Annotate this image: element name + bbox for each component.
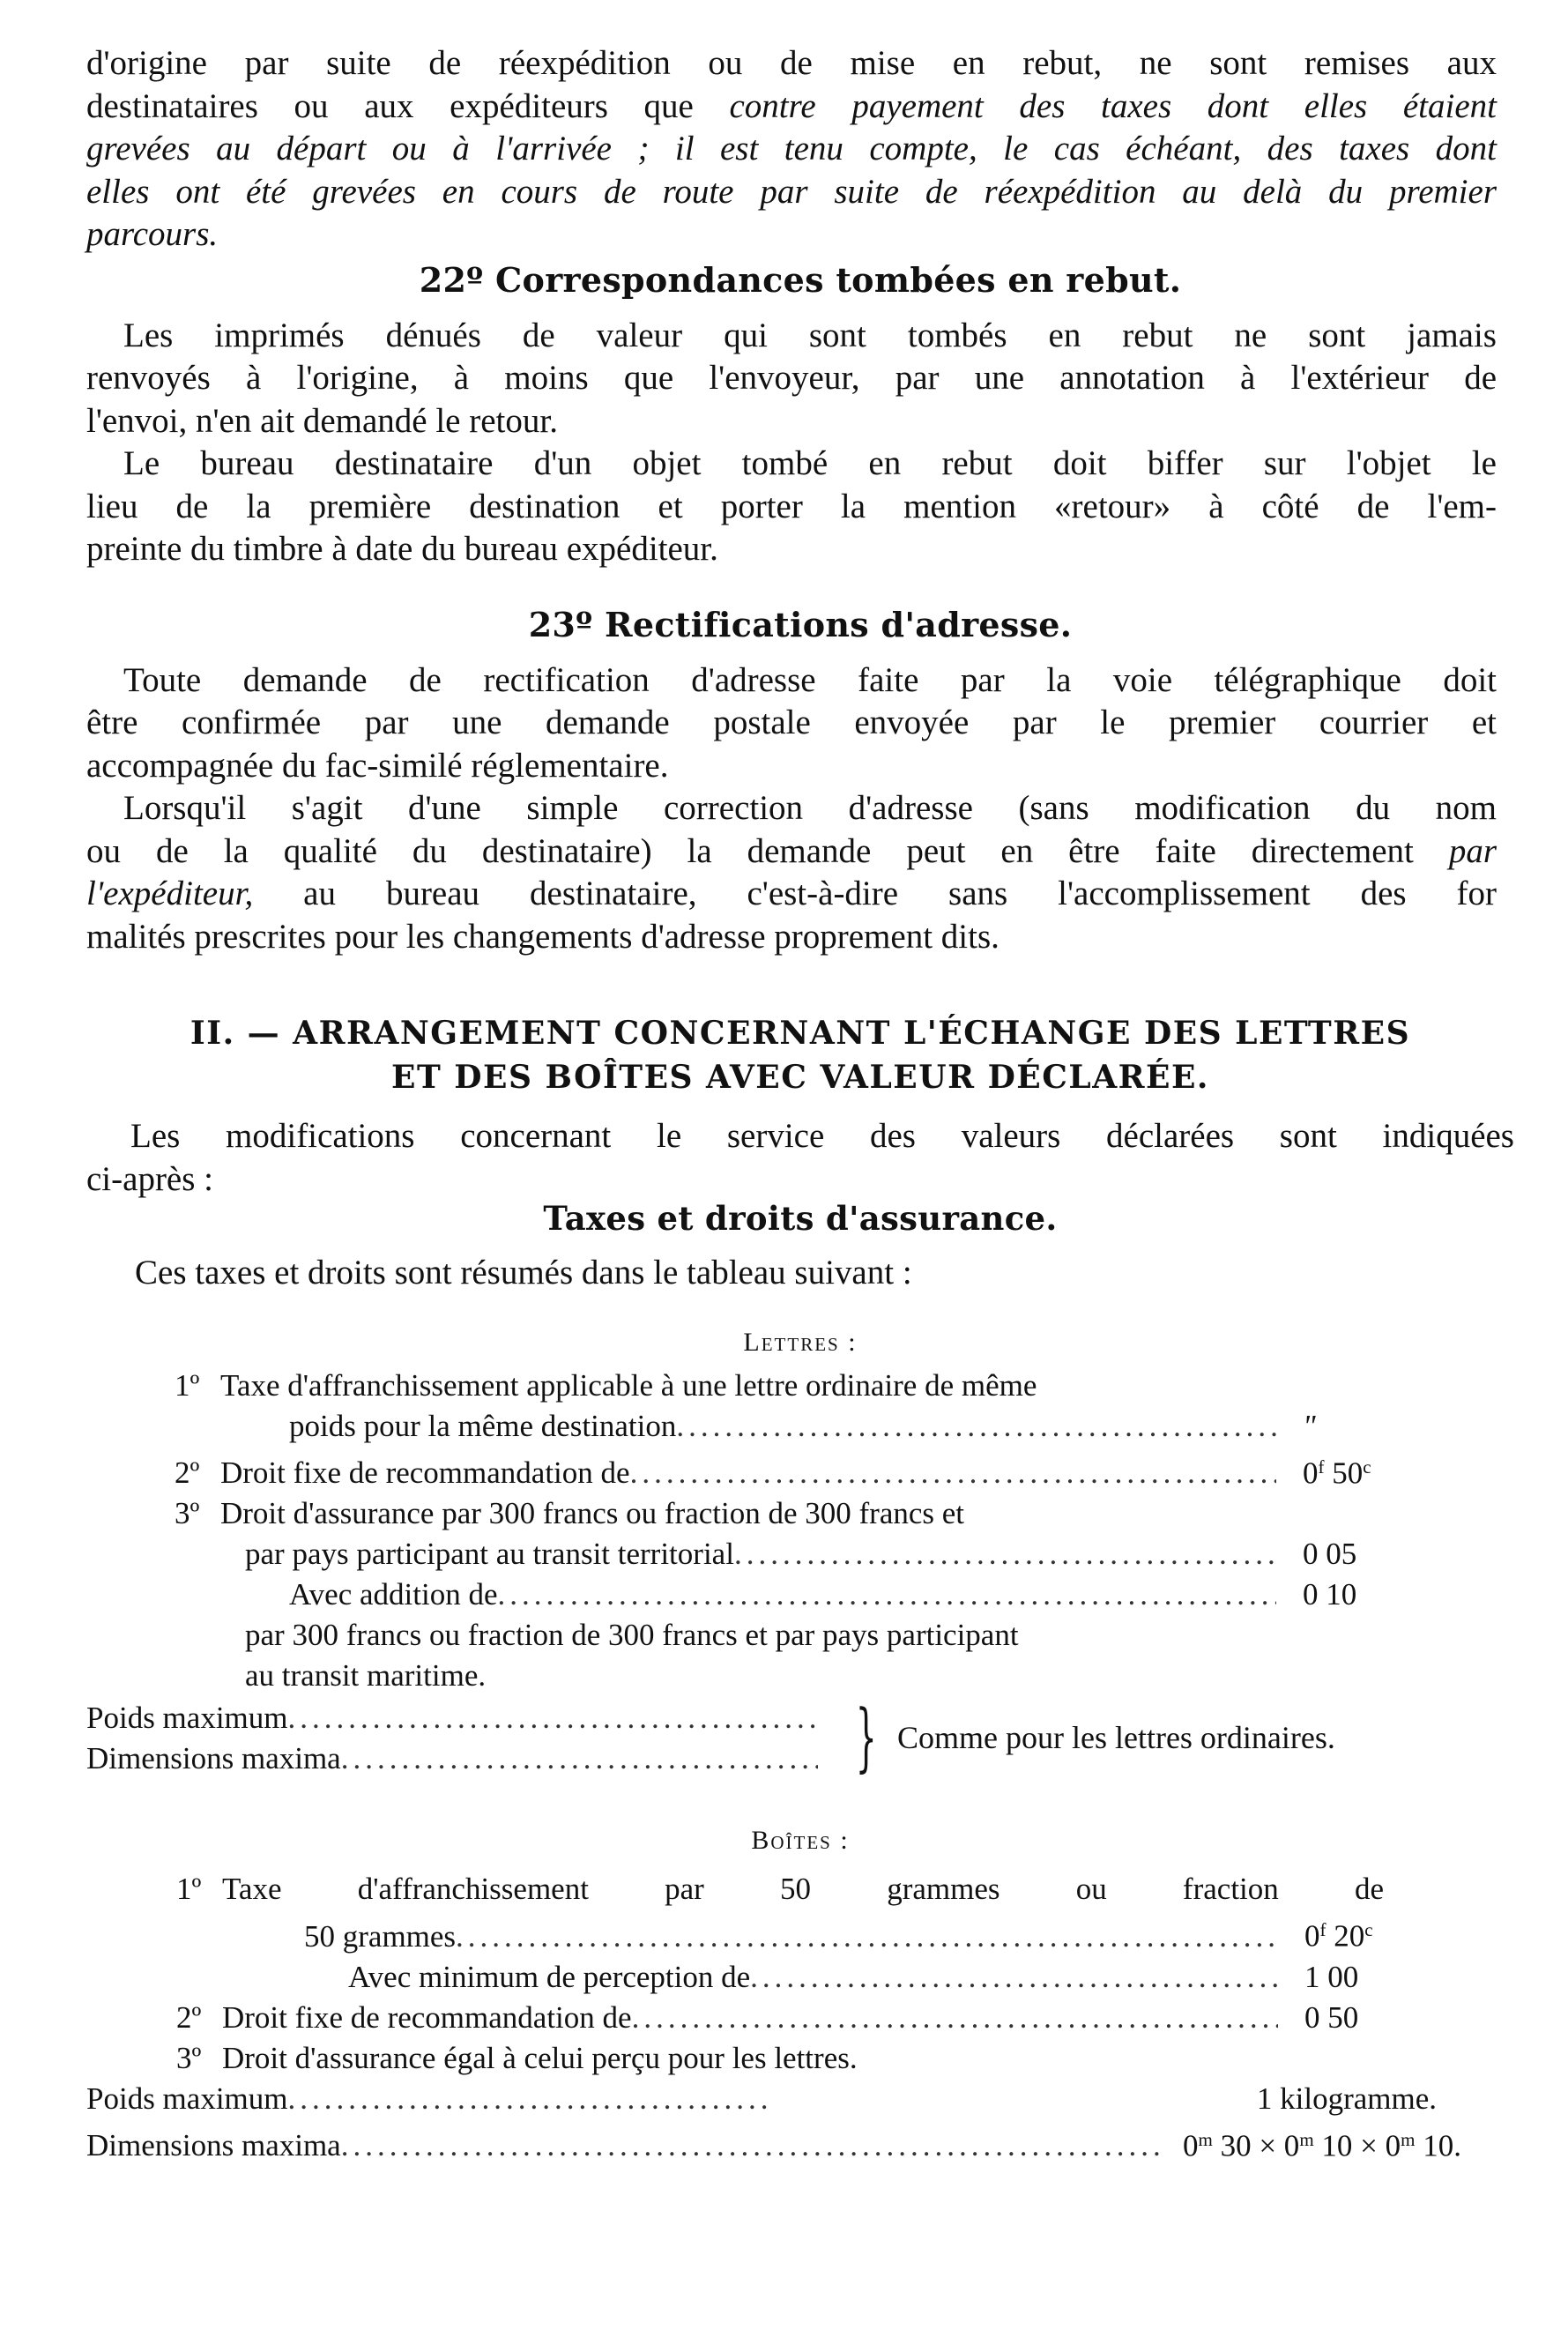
text-line [86, 830, 1497, 874]
leader-dots [630, 1453, 1276, 1493]
section-23-title: 23º Rectifications d'adresse. [528, 604, 1073, 644]
boites-poids-row [86, 2079, 1461, 2119]
row-label: au transit maritime. [245, 1658, 487, 1694]
row-label: Taxe d'affranchissement par 50 grammes ou fraction de [222, 1872, 1384, 1907]
text-line: Toute demande de rectification d'adresse faite par la voie télégraphique doit [123, 660, 1497, 699]
row-label: par 300 francs ou fraction de 300 francs et par pays participant [245, 1618, 1019, 1653]
row-label: Avec addition de [289, 1577, 498, 1612]
text-span: destinataires ou aux expéditeurs que [86, 86, 730, 125]
section-II-paragraph-2: Ces taxes et droits sont résumés dans le tableau suivant : [135, 1254, 912, 1292]
leader-dots [288, 1698, 819, 1738]
text-line: preinte du timbre à date du bureau expéditeur. [86, 530, 718, 568]
lettres-row-3-cont [175, 1615, 1417, 1656]
lettres-row-1 [175, 1366, 1417, 1406]
unit-metre: m [1401, 2128, 1416, 2150]
leader-dots [676, 1406, 1276, 1447]
text-span: ou de la qualité du destinataire) la demande peut en être faite directement [86, 831, 1449, 870]
boites-row-1-minimum [176, 1957, 1428, 1998]
section-22-paragraph-1 [86, 315, 1497, 443]
row-label: Avec minimum de perception de [348, 1959, 751, 1994]
boites-row-1 [176, 1869, 1428, 1909]
row-value: 0 10 [1303, 1577, 1357, 1612]
leader-dots [632, 1998, 1278, 2038]
text-line: parcours. [86, 215, 219, 253]
unit-metre: m [1299, 2128, 1314, 2150]
row-number: 3º [176, 2040, 202, 2075]
row-label: Taxe d'affranchissement applicable à une lettre ordinaire de même [220, 1367, 1037, 1403]
text-line: malités prescrites pour les changements d'adresse proprement dits. [86, 917, 1000, 956]
text-line: Les imprimés dénués de valeur qui sont tombés en rebut ne sont jamais [123, 316, 1497, 354]
row-value: " [1303, 1408, 1316, 1443]
boites-row-2 [176, 1998, 1428, 2038]
text-line: Les modifications concernant le service des valeurs déclarées sont indiquées [130, 1117, 1514, 1155]
section-22-paragraph-2 [86, 443, 1497, 571]
row-label: poids pour la même destination [289, 1408, 677, 1443]
row-number: 1º [176, 1872, 202, 1907]
lettres-row-2 [175, 1447, 1417, 1494]
row-label: 50 grammes [304, 1918, 457, 1954]
value-part: 30 × 0 [1212, 2128, 1300, 2163]
lettres-dims-row [86, 1738, 818, 1779]
boites-row-3 [176, 2038, 1428, 2079]
section-23-paragraph-1 [86, 659, 1497, 788]
leader-dots [456, 1917, 1278, 1957]
text-line: d'origine par suite de réexpédition ou de mise en rebut, ne sont remises aux [86, 44, 1497, 82]
text-line: elles ont été grevées en cours de route par suite de réexpédition au delà du premier [86, 172, 1497, 211]
row-number: 2º [176, 1999, 202, 2035]
boites-row-1-cont [176, 1909, 1428, 1957]
row-label: Droit d'assurance par 300 francs ou fraction de 300 francs et [220, 1496, 965, 1531]
row-value: 1 kilogramme. [1256, 2081, 1437, 2116]
lettres-row-3-cont [175, 1534, 1417, 1574]
leader-dots [341, 2125, 1165, 2166]
leader-dots [734, 1534, 1276, 1574]
unit-centime: c [1364, 1919, 1373, 1941]
value-part: 50 [1324, 1455, 1364, 1491]
row-label: Dimensions maxima [86, 2128, 341, 2163]
lettres-heading: Lettres : [743, 1327, 858, 1357]
row-value: 0 50 [1304, 1999, 1359, 2035]
boites-table [176, 1869, 1428, 2079]
value-part: 10. [1415, 2128, 1461, 2163]
row-value: 1 00 [1304, 1959, 1359, 1994]
section-II-title-line-2: ET DES BOÎTES AVEC VALEUR DÉCLARÉE. [391, 1059, 1209, 1096]
italic-text: contre payement des taxes dont elles étaient [729, 86, 1497, 125]
row-label: Dimensions maxima [86, 1741, 341, 1776]
leader-dots [498, 1574, 1277, 1615]
unit-franc: f [1318, 1455, 1325, 1478]
row-number: 2º [175, 1455, 200, 1491]
lettres-row-3-addition [175, 1574, 1417, 1615]
row-value [1165, 2119, 1461, 2167]
row-number: 3º [175, 1496, 200, 1531]
lettres-row-3 [175, 1493, 1417, 1534]
text-line [86, 873, 1497, 916]
lettres-poids-row [86, 1698, 818, 1738]
section-22-title: 22º Correspondances tombées en rebut. [419, 259, 1182, 300]
row-value [1276, 1447, 1417, 1494]
lettres-row-1-cont [175, 1406, 1417, 1447]
row-label: par pays participant au transit territorial [245, 1537, 734, 1572]
section-II-title-line-1: II. — ARRANGEMENT CONCERNANT L'ÉCHANGE DES LETTRES [189, 1015, 1411, 1052]
section-23-paragraph-2 [86, 787, 1497, 958]
text-line: grevées au départ ou à l'arrivée ; il est tenu compte, le cas échéant, des taxes dont [86, 130, 1497, 167]
value-part: 0 [1303, 1455, 1319, 1491]
lettres-limits [86, 1694, 1514, 1783]
row-value: 0 05 [1303, 1537, 1357, 1572]
lettres-row-3-cont [175, 1656, 1417, 1696]
section-II-paragraph-1 [86, 1115, 1514, 1201]
italic-text: l'expéditeur, [86, 875, 254, 912]
row-value [1278, 1909, 1428, 1957]
document-page [86, 42, 1514, 2166]
unit-franc: f [1319, 1919, 1326, 1941]
leader-dots [750, 1957, 1278, 1998]
italic-text: par [1448, 831, 1497, 870]
text-line: lieu de la première destination et porter la mention «retour» à côté de l'em- [86, 487, 1497, 525]
intro-paragraph [86, 42, 1497, 257]
boites-dims-row [86, 2119, 1461, 2167]
value-part: 20 [1326, 1918, 1365, 1954]
row-label: Droit fixe de recommandation de [222, 1999, 632, 2035]
text-line: Le bureau destinataire d'un objet tombé en rebut doit biffer sur l'objet le [123, 444, 1497, 482]
text-line: accompagnée du fac-similé réglementaire. [86, 746, 669, 785]
text-span: au bureau destinataire, c'est-à-dire sans l'accomplissement des for [253, 875, 1497, 912]
value-part: 0 [1304, 1918, 1320, 1954]
row-label: Poids maximum [86, 2081, 288, 2116]
row-label: Poids maximum [86, 1701, 288, 1736]
row-number: 1º [175, 1367, 200, 1403]
leader-dots [288, 2079, 773, 2119]
text-line: être confirmée par une demande postale envoyée par le premier courrier et [86, 703, 1497, 741]
text-line: ci-après : [86, 1159, 214, 1198]
value-part: 10 × 0 [1313, 2128, 1401, 2163]
text-line: renvoyés à l'origine, à moins que l'envoyeur, par une annotation à l'extérieur de [86, 359, 1497, 397]
text-line: l'envoi, n'en ait demandé le retour. [86, 401, 558, 440]
text-line [86, 86, 1497, 129]
row-label: Droit d'assurance égal à celui perçu pour les lettres. [222, 2040, 858, 2075]
comme-label: Comme pour les lettres ordinaires. [897, 1720, 1335, 1756]
lettres-table [175, 1366, 1417, 1697]
value-part: 0 [1182, 2128, 1199, 2163]
text-line: Lorsqu'il s'agit d'une simple correction d'adresse (sans modification du nom [123, 789, 1497, 827]
boites-heading: Boîtes : [751, 1826, 850, 1856]
curly-brace: } [855, 1694, 877, 1781]
boites-limits [86, 2079, 1461, 2167]
unit-centime: c [1363, 1455, 1371, 1478]
leader-dots [341, 1738, 818, 1779]
unit-metre: m [1198, 2128, 1213, 2150]
row-label: Droit fixe de recommandation de [220, 1455, 630, 1491]
section-II-subtitle: Taxes et droits d'assurance. [543, 1199, 1058, 1238]
